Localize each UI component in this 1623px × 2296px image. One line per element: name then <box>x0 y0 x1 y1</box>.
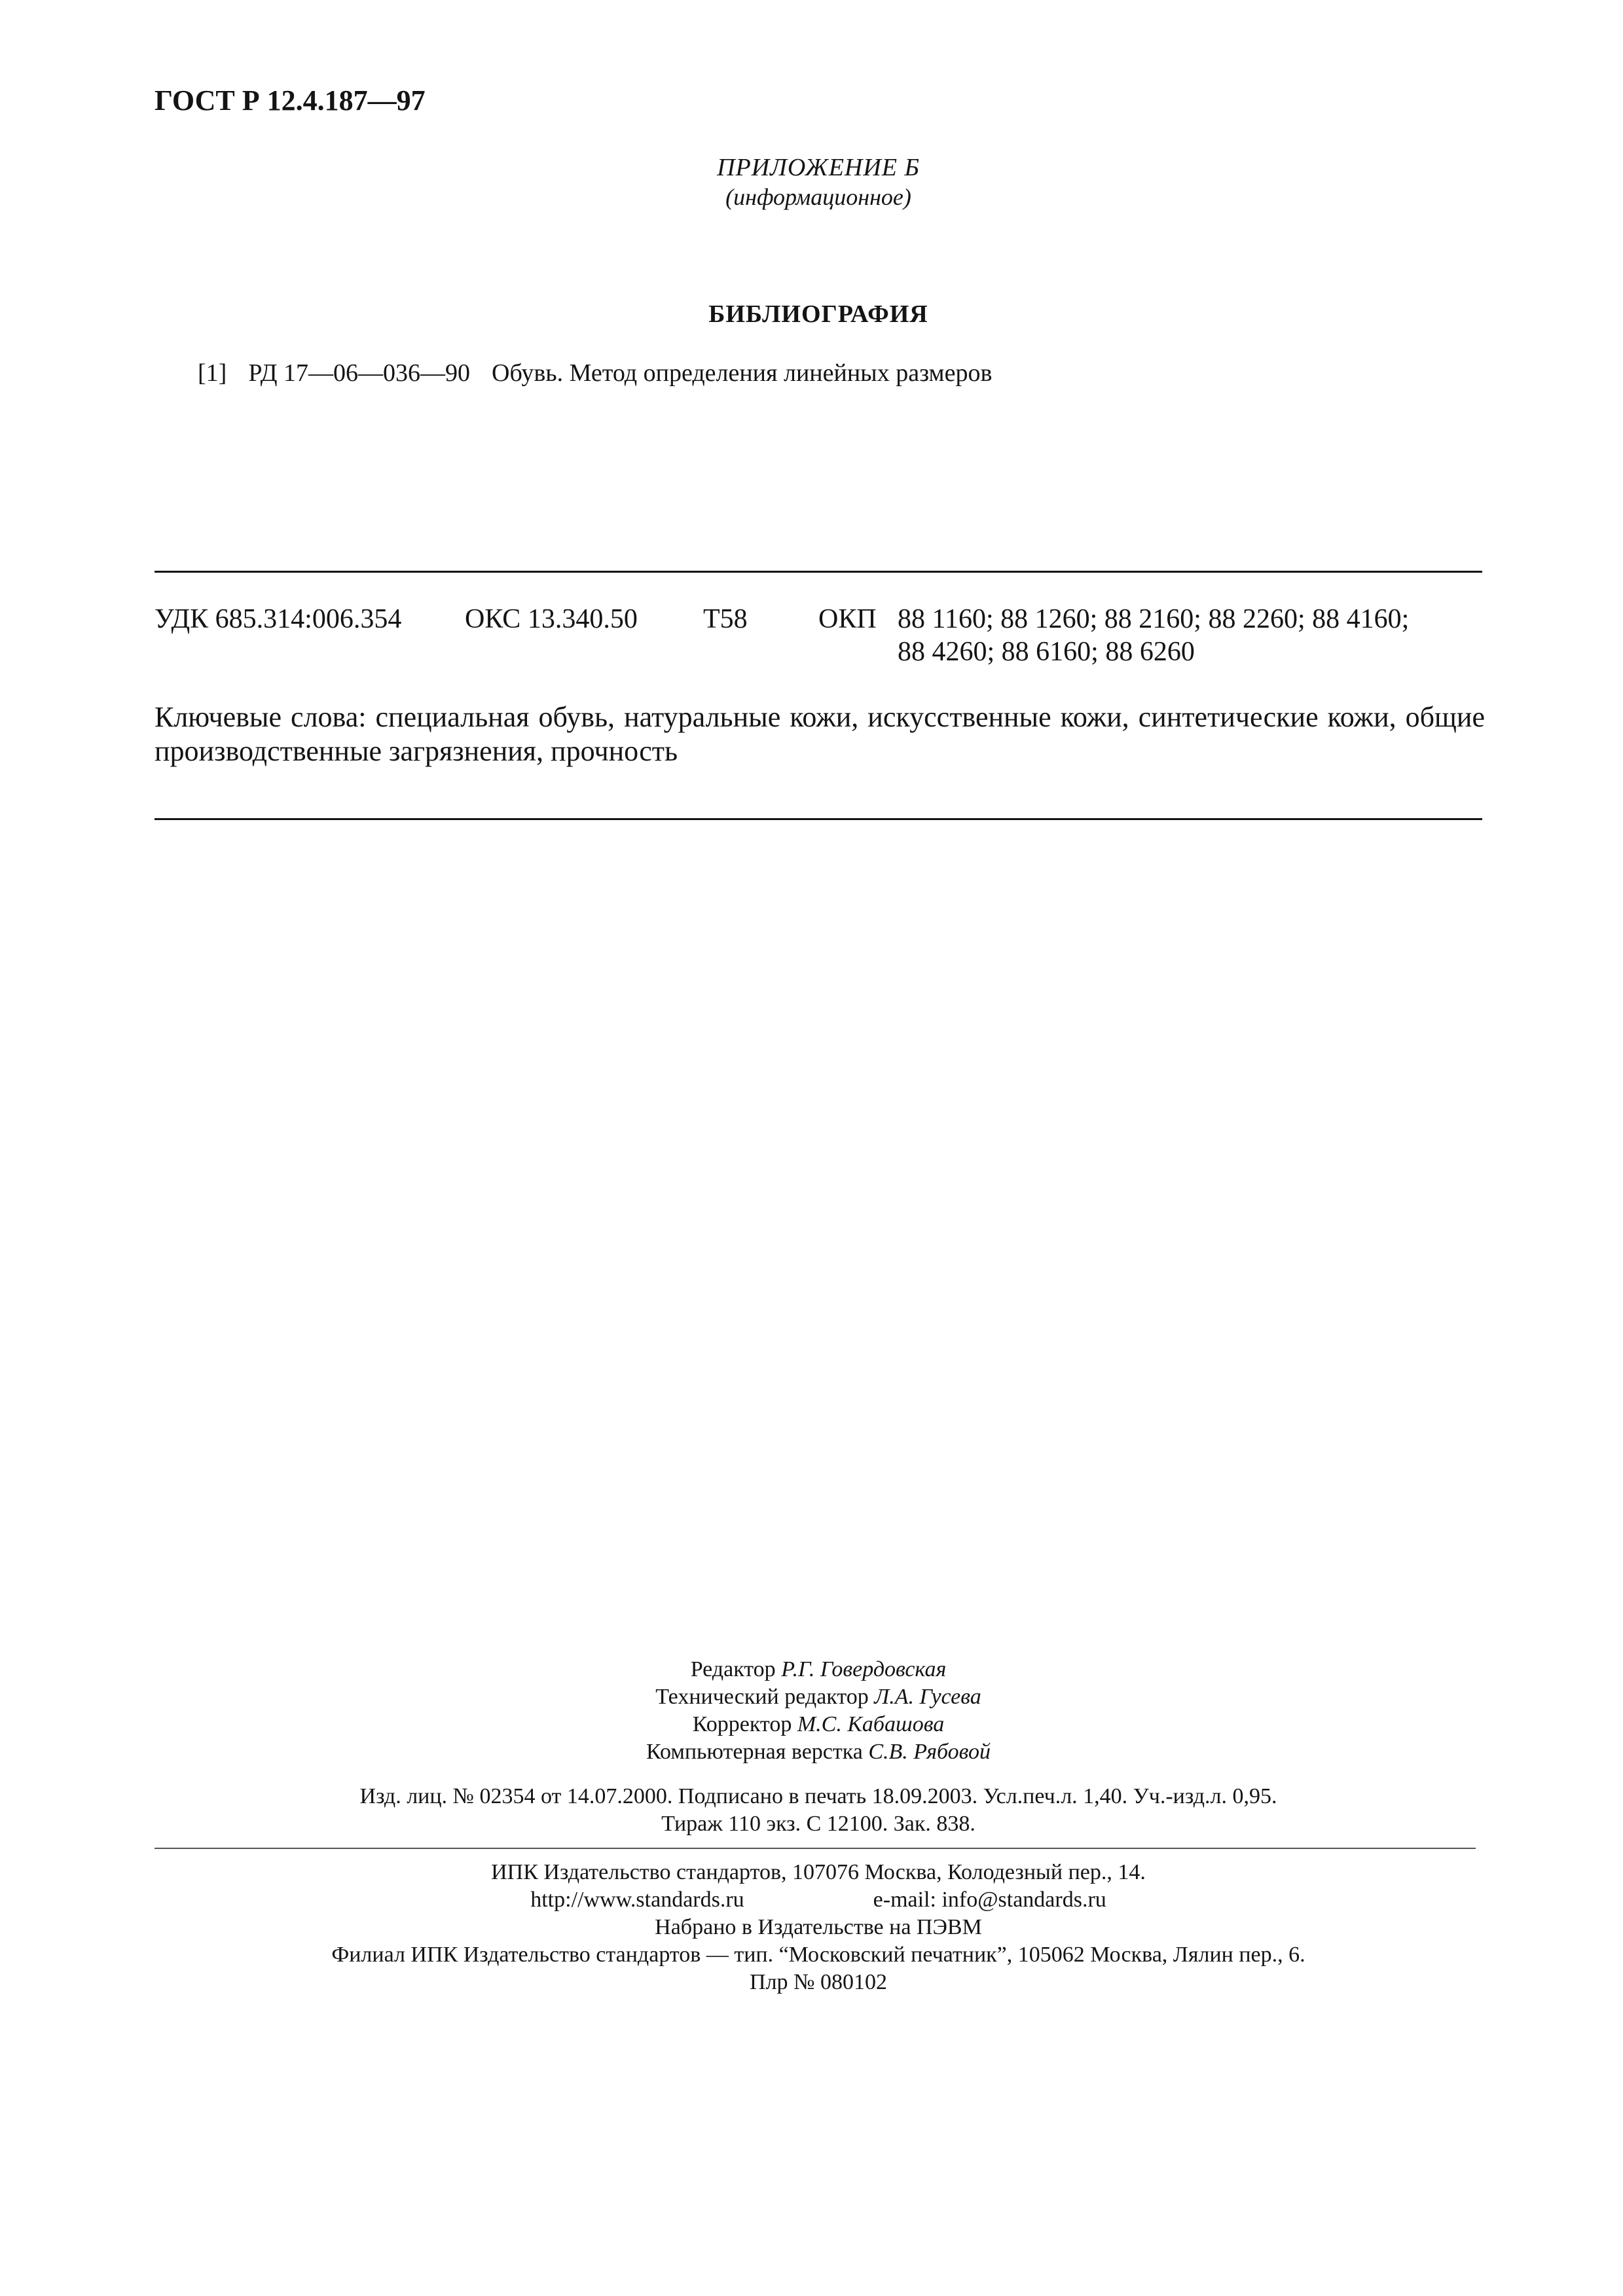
appendix-subtitle: (информационное) <box>725 184 911 210</box>
okp-codes-line2: 88 4260; 88 6160; 88 6260 <box>898 637 1195 667</box>
okp-codes-line1: 88 1160; 88 1260; 88 2160; 88 2260; 88 4160; <box>898 604 1410 634</box>
plr-number: Плр № 080102 <box>750 1970 887 1994</box>
typeset-note: Набрано в Издательстве на ПЭВМ <box>655 1915 982 1939</box>
bibliography-item-number: [1] <box>198 359 227 387</box>
okp-label: ОКП <box>818 604 877 634</box>
staff-credits <box>155 1656 1482 1766</box>
standard-code: ГОСТ Р 12.4.187—97 <box>155 84 426 117</box>
publisher-address: ИПК Издательство стандартов, 107076 Москва, Колодезный пер., 14. <box>491 1860 1146 1884</box>
publisher-email: e-mail: info@standards.ru <box>873 1888 1106 1912</box>
staff-layout: Компьютерная верстка С.В. Рябовой <box>646 1740 991 1764</box>
imprint-divider <box>155 1848 1476 1849</box>
keywords: Ключевые слова: специальная обувь, натуральные кожи, искусственные кожи, синтетические кожи, общие производственные загрязнения, прочность <box>155 701 1485 767</box>
printing-branch: Филиал ИПК Издательство стандартов — тип. “Московский печатник”, 105062 Москва, Лялин пер., 6. <box>331 1943 1305 1967</box>
bibliography-heading: БИБЛИОГРАФИЯ <box>708 300 928 328</box>
bibliography-item-code: РД 17—06—036—90 <box>248 359 471 387</box>
publication-info <box>155 1783 1482 1838</box>
t-code: Т58 <box>703 604 748 634</box>
bibliography-item-text: Обувь. Метод определения линейных размеров <box>492 359 993 387</box>
staff-editor: Редактор Р.Г. Говердовская <box>690 1657 947 1681</box>
udk-code: УДК 685.314:006.354 <box>155 604 402 634</box>
oks-code: ОКС 13.340.50 <box>465 604 638 634</box>
bibliography-item <box>198 359 992 387</box>
appendix-title: ПРИЛОЖЕНИЕ Б <box>717 154 920 181</box>
publisher-info <box>155 1859 1482 1996</box>
publisher-website: http://www.standards.ru <box>530 1888 744 1912</box>
publication-info-line2: Тираж 110 экз. С 12100. Зак. 838. <box>661 1812 976 1836</box>
publisher-contacts <box>155 1886 1482 1914</box>
staff-proofreader: Корректор М.С. Кабашова <box>692 1712 945 1736</box>
staff-tech-editor: Технический редактор Л.А. Гусева <box>655 1685 981 1709</box>
publication-info-line1: Изд. лиц. № 02354 от 14.07.2000. Подписано в печать 18.09.2003. Усл.печ.л. 1,40. Уч.-изд.л. 0,95. <box>359 1784 1277 1808</box>
bottom-divider <box>155 818 1482 820</box>
top-divider <box>155 571 1482 573</box>
